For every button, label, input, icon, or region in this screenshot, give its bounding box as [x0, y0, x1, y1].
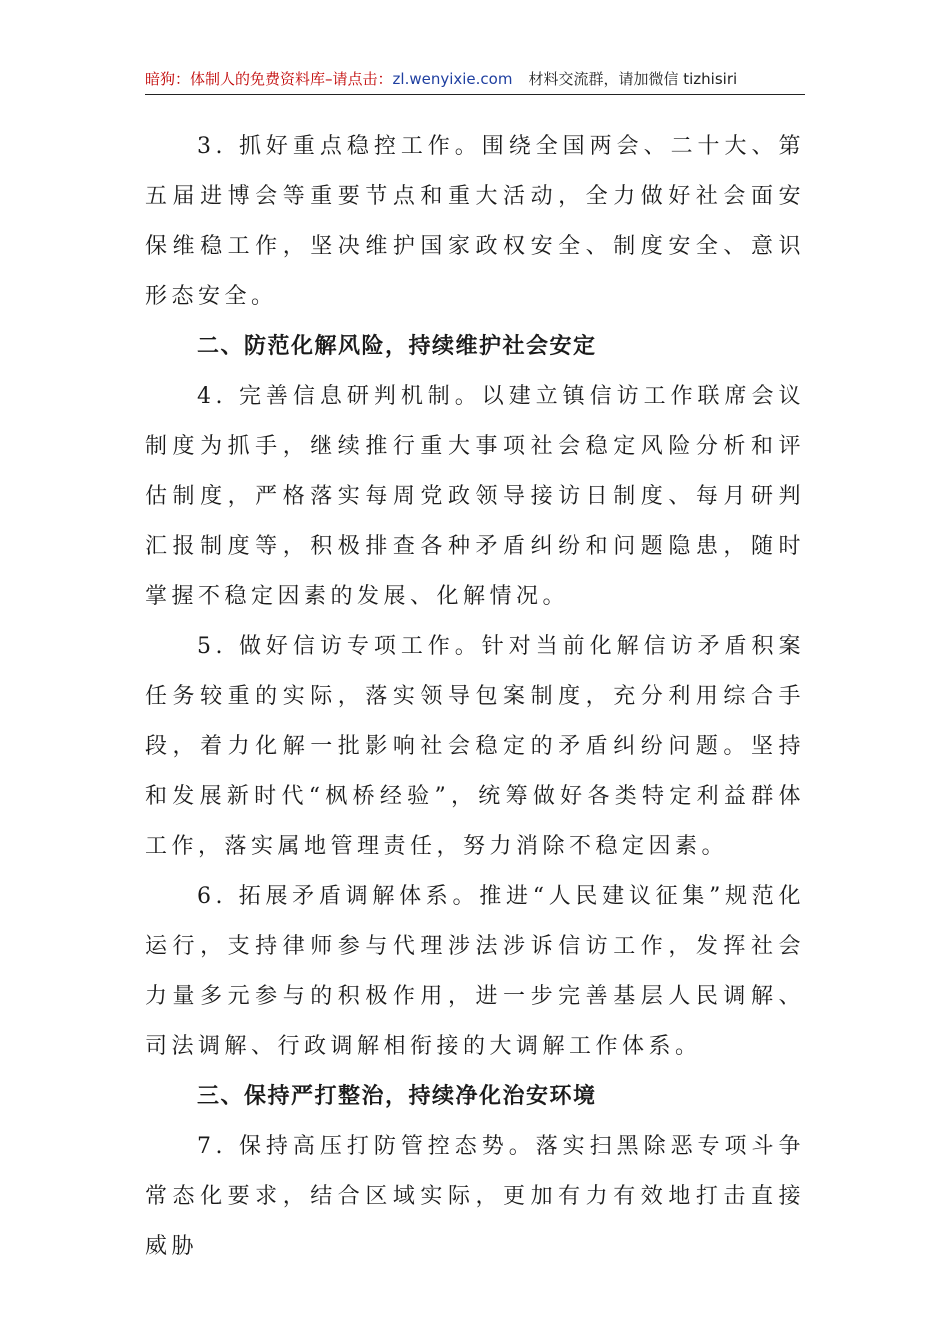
paragraph-7: 7. 保持高压打防管控态势。落实扫黑除恶专项斗争常态化要求，结合区域实际，更加有力有效地打击直接威胁	[145, 1134, 805, 1259]
paragraph-3: 3. 抓好重点稳控工作。围绕全国两会、二十大、第五届进博会等重要节点和重大活动，全力做好社会面安保维稳工作，坚决维护国家政权安全、制度安全、意识形态安全。	[145, 134, 805, 309]
section-heading-3: 三、保持严打整治，持续净化治安环境	[197, 1084, 597, 1109]
paragraph-4: 4. 完善信息研判机制。以建立镇信访工作联席会议制度为抓手，继续推行重大事项社会稳定风险分析和评估制度，严格落实每周党政领导接访日制度、每月研判汇报制度等，积极排查各种矛盾纠纷和问题隐患，随时掌握不稳定因素的发展、化解情况。	[145, 384, 805, 609]
header-link[interactable]: zl.wenyixie.com	[392, 70, 513, 88]
section-heading-2: 二、防范化解风险，持续维护社会安定	[197, 334, 597, 359]
page-header	[145, 64, 805, 95]
header-group-note: 材料交流群，请加微信 tizhisiri	[528, 70, 738, 88]
header-prompt: –请点击：	[325, 70, 393, 88]
header-brand: 暗狗：体制人的免费资料库	[145, 70, 326, 88]
paragraph-6: 6. 拓展矛盾调解体系。推进“人民建议征集”规范化运行，支持律师参与代理涉法涉诉信访工作，发挥社会力量多元参与的积极作用，进一步完善基层人民调解、司法调解、行政调解相衔接的大调解工作体系。	[145, 884, 805, 1059]
paragraph-5: 5. 做好信访专项工作。针对当前化解信访矛盾积案任务较重的实际，落实领导包案制度，充分利用综合手段，着力化解一批影响社会稳定的矛盾纠纷问题。坚持和发展新时代“枫桥经验”，统筹做好各类特定利益群体工作，落实属地管理责任，努力消除不稳定因素。	[145, 634, 805, 859]
document-body	[145, 122, 805, 1272]
